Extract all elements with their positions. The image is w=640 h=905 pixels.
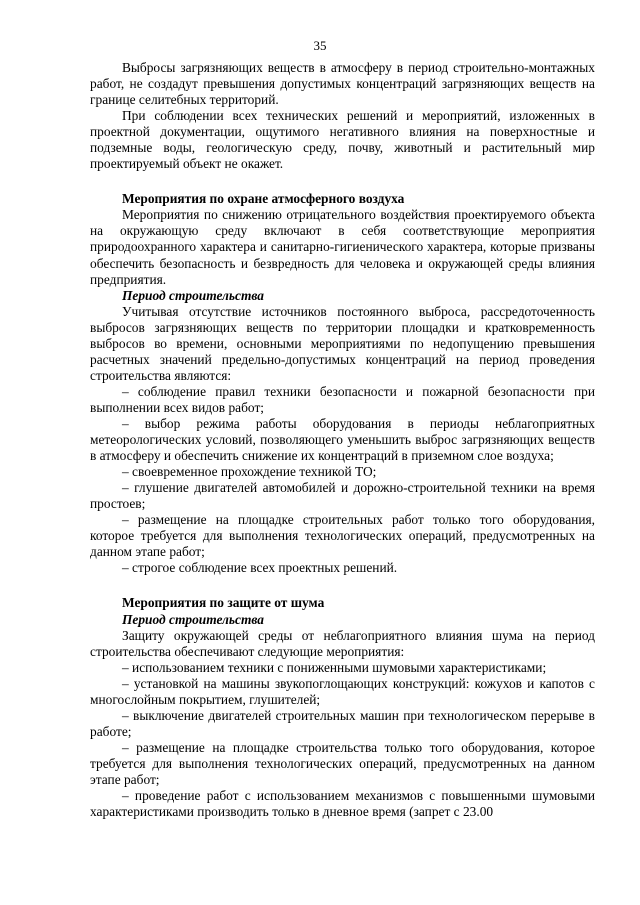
air-construction-body: Учитывая отсутствие источников постоянного выброса, рассредоточенность выбросов загрязняющих веществ по территории площадки и кратковременность выбросов во времени, основными мероприятиями по недопущению превышения расчетных значений предельно-допустимых концентраций на период проведения строительства являются: bbox=[90, 303, 595, 383]
noise-list-item: – выключение двигателей строительных машин при технологическом перерыве в работе; bbox=[90, 707, 595, 739]
section-spacer bbox=[90, 576, 595, 595]
air-list-item: – соблюдение правил техники безопасности и пожарной безопасности при выполнении всех видов работ; bbox=[90, 383, 595, 415]
section-spacer bbox=[90, 172, 595, 191]
air-section-heading: Мероприятия по охране атмосферного воздуха bbox=[122, 191, 405, 207]
intro-paragraph-impact: При соблюдении всех технических решений и мероприятий, изложенных в проектной документации, ощутимого негативного влияния на поверхностные и подземные воды, геологическую среду, почву, животный и растительный мир проектируемый объект не окажет. bbox=[90, 108, 595, 172]
page-content bbox=[90, 60, 595, 820]
noise-list-item: – использованием техники с пониженными шумовыми характеристиками; bbox=[122, 659, 547, 675]
air-construction-period-subheading: Период строительства bbox=[122, 287, 264, 303]
air-list-item: – глушение двигателей автомобилей и дорожно-строительной техники на время простоев; bbox=[90, 480, 595, 512]
noise-list-item: – проведение работ с использованием механизмов с повышенными шумовыми характеристиками производить только в дневное время (запрет с 23.00 bbox=[90, 788, 595, 820]
air-list-item: – выбор режима работы оборудования в периоды неблагоприятных метеорологических условий, позволяющего уменьшить выброс загрязняющих веществ в атмосферу и обеспечить снижение их концентраций в приземном слое воздуха; bbox=[90, 415, 595, 464]
noise-list-item: – установкой на машины звукопоглощающих конструкций: кожухов и капотов с многослойным покрытием, глушителей; bbox=[90, 675, 595, 707]
air-list-item: – своевременное прохождение техникой ТО; bbox=[122, 464, 377, 480]
noise-construction-body: Защиту окружающей среды от неблагоприятного влияния шума на период строительства обеспечивают следующие мероприятия: bbox=[90, 627, 595, 659]
noise-list-item: – размещение на площадке строительства только того оборудования, которое требуется для выполнения технологических операций, предусмотренных на данном этапе работ; bbox=[90, 739, 595, 787]
air-list-item: – размещение на площадке строительных работ только того оборудования, которое требуется для выполнения технологических операций, предусмотренных на данном этапе работ; bbox=[90, 512, 595, 560]
page-number: 35 bbox=[313, 38, 327, 53]
intro-paragraph-emissions: Выбросы загрязняющих веществ в атмосферу в период строительно-монтажных работ, не создадут превышения допустимых концентраций загрязняющих веществ на границе селитебных территорий. bbox=[90, 60, 595, 108]
air-section-intro: Мероприятия по снижению отрицательного воздействия проектируемого объекта на окружающую среду включают в себя соответствующие мероприятия природоохранного характера и санитарно-гигиенического характера, которые призваны обеспечить безопасность и безвредность для человека и окружающей среды влияния предприятия. bbox=[90, 207, 595, 287]
noise-section-heading: Мероприятия по защите от шума bbox=[122, 595, 325, 611]
noise-construction-period-subheading: Период строительства bbox=[122, 611, 264, 627]
air-list-item: – строгое соблюдение всех проектных решений. bbox=[122, 560, 398, 576]
